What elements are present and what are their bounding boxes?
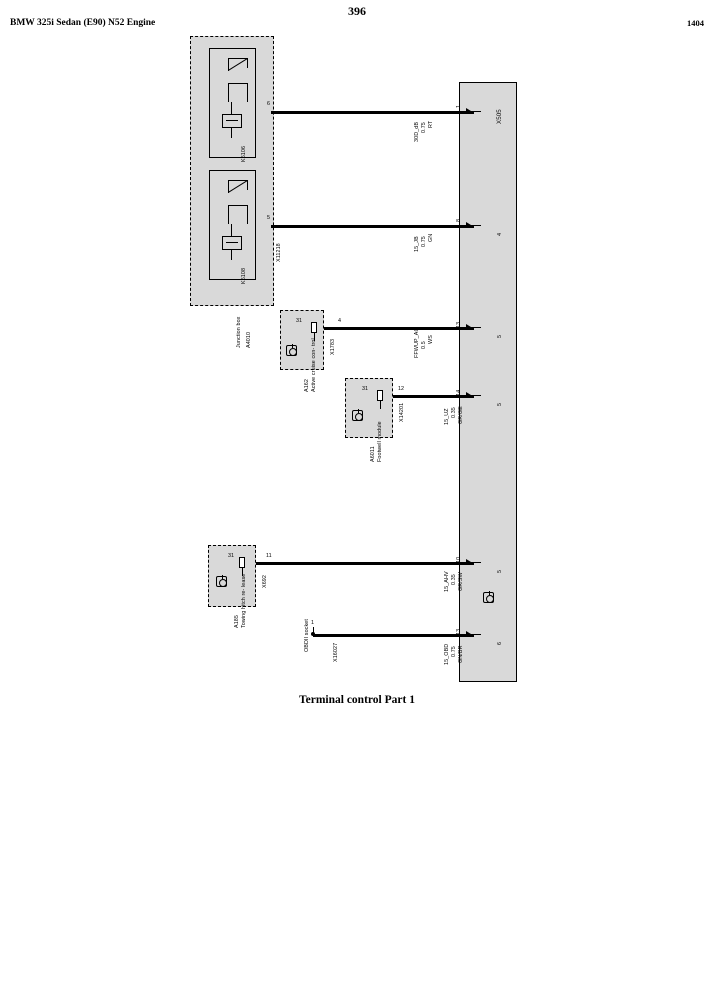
footwell-pin-out: 12 bbox=[398, 386, 404, 392]
relay2-coil-lead-right bbox=[247, 205, 248, 224]
ecu-pin-14-right: 5 bbox=[497, 402, 503, 406]
document-title: BMW 325i Sedan (E90) N52 Engine bbox=[10, 18, 156, 28]
wire1-size: 0.75 bbox=[421, 122, 427, 133]
pin-6-label: 6 bbox=[267, 101, 270, 107]
wire5-color: GR/SW bbox=[458, 572, 464, 591]
wire-30d-db bbox=[271, 111, 474, 114]
acc-label: Active cruise con- trol bbox=[311, 338, 317, 392]
towing-pin-31: 31 bbox=[228, 553, 234, 559]
relay1-coil-lead-right bbox=[247, 83, 248, 102]
module-active-cruise-control bbox=[280, 310, 324, 370]
wire-15-jb bbox=[271, 225, 474, 228]
wire5-size: 0.35 bbox=[451, 574, 457, 585]
relay1-top-rail bbox=[228, 58, 248, 59]
wire1-signal: 30D_dB bbox=[414, 121, 420, 142]
ecu-pin-13b: 13 bbox=[456, 628, 462, 635]
footwell-label: Footwell module bbox=[377, 421, 383, 462]
figure-caption: Terminal control Part 1 bbox=[299, 694, 415, 706]
towing-ref: A185 bbox=[234, 615, 240, 628]
footwell-ref: A6011 bbox=[370, 446, 376, 462]
ecu-pin-13-stub bbox=[471, 327, 481, 328]
relay2-coil-lead-left bbox=[228, 205, 229, 224]
relay2-coil-top bbox=[228, 205, 248, 206]
junction-box-connector: X11218 bbox=[276, 243, 282, 262]
ecu-pin-14: 14 bbox=[456, 389, 462, 396]
junction-box-ref: A4010 bbox=[246, 331, 252, 348]
relay1-coil-stem-down bbox=[231, 128, 232, 138]
wire4-signal: 15_UZ bbox=[444, 408, 450, 425]
footwell-fuse bbox=[377, 390, 383, 401]
acc-pin-31: 31 bbox=[296, 318, 302, 324]
wire4-color: GR/GE bbox=[458, 406, 464, 424]
relay2-coil-stem-up bbox=[231, 224, 232, 236]
relay2-contact-right bbox=[247, 180, 248, 190]
wire2-signal: 15_JB bbox=[414, 236, 420, 252]
ecu-pin-14-stub bbox=[471, 395, 481, 396]
footwell-pin-31: 31 bbox=[362, 386, 368, 392]
obd-label: OBDII socket bbox=[304, 619, 310, 652]
relay2-top-rail bbox=[228, 180, 248, 181]
wire1-color: RT bbox=[428, 120, 434, 128]
relay1-coil-stem-up bbox=[231, 102, 232, 114]
ecu-pin-13b-stub bbox=[471, 634, 481, 635]
page-number: 396 bbox=[348, 4, 366, 18]
relay1-coil-lead-left bbox=[228, 83, 229, 102]
ecu-pin-10-right: 5 bbox=[497, 569, 503, 573]
pin-5-label: 5 bbox=[267, 215, 270, 221]
relay-k6108 bbox=[209, 170, 256, 280]
ecu-pin-13-right: 5 bbox=[497, 334, 503, 338]
wire-15-obd bbox=[313, 634, 474, 637]
relay2-coil bbox=[222, 236, 242, 250]
ecu-pin-8: 8 bbox=[456, 218, 462, 222]
towing-ground-symbol bbox=[216, 576, 227, 587]
relay2-coil-inner bbox=[226, 242, 238, 243]
relay1-coil bbox=[222, 114, 242, 128]
acc-ground-symbol bbox=[286, 345, 297, 356]
wire2-size: 0.75 bbox=[421, 236, 427, 247]
relay1-contact-right bbox=[247, 58, 248, 68]
wire6-signal: 15_OBD bbox=[444, 643, 450, 665]
relay1-coil-inner bbox=[226, 120, 238, 121]
wire6-color: GN/BR bbox=[458, 645, 464, 663]
ecu-pin-10: 10 bbox=[456, 556, 462, 563]
module-footwell bbox=[345, 378, 393, 438]
ecu-pin-10-stub bbox=[471, 562, 481, 563]
obd-pin-1: 1 bbox=[311, 620, 314, 626]
ecu-pin-8-stub bbox=[471, 225, 481, 226]
wire-ffwup-ac bbox=[324, 327, 474, 330]
wire2-color: GN bbox=[428, 233, 434, 242]
relay2-coil-stem-down bbox=[231, 250, 232, 260]
footwell-fuse-lead bbox=[380, 401, 381, 409]
relay-k6106 bbox=[209, 48, 256, 158]
towing-fuse bbox=[239, 557, 245, 568]
document-code: 1404 bbox=[687, 18, 704, 28]
wire3-size: 0.5 bbox=[421, 341, 427, 349]
ecu-ground-symbol bbox=[483, 592, 494, 603]
wire-15-ahv bbox=[256, 562, 474, 565]
relay1-coil-top bbox=[228, 83, 248, 84]
relay1-id: K6106 bbox=[241, 145, 247, 162]
footwell-ground-symbol bbox=[352, 410, 363, 421]
acc-fuse bbox=[311, 322, 317, 333]
wire3-signal: FFWUP_AC bbox=[414, 327, 420, 358]
towing-label: Towing hitch re- lease bbox=[241, 573, 247, 628]
ecu-pin-13: 13 bbox=[456, 321, 462, 328]
ecu-pin-8-right: 4 bbox=[497, 232, 503, 236]
relay2-id: K6108 bbox=[241, 267, 247, 284]
obd-connector: X16027 bbox=[333, 642, 339, 662]
wire3-color: WS bbox=[428, 335, 434, 344]
ecu-pin-13b-right: 6 bbox=[497, 641, 503, 645]
footwell-connector: X14201 bbox=[399, 402, 405, 422]
ecu-pin-1: 1 bbox=[456, 104, 462, 108]
acc-pin-out: 4 bbox=[338, 318, 341, 324]
towing-pin-out: 11 bbox=[266, 553, 272, 559]
junction-box-label: Junction box bbox=[236, 316, 242, 348]
wire5-signal: 15_AHV bbox=[444, 571, 450, 592]
ecu-pin-1-stub bbox=[471, 111, 481, 112]
acc-connector: X1783 bbox=[330, 338, 336, 355]
towing-connector: X692 bbox=[262, 575, 268, 588]
wire6-size: 0.75 bbox=[451, 646, 457, 657]
ecu-connector-x505: X505 bbox=[496, 109, 503, 124]
acc-ref: A162 bbox=[304, 379, 310, 392]
wire4-size: 0.35 bbox=[451, 407, 457, 418]
